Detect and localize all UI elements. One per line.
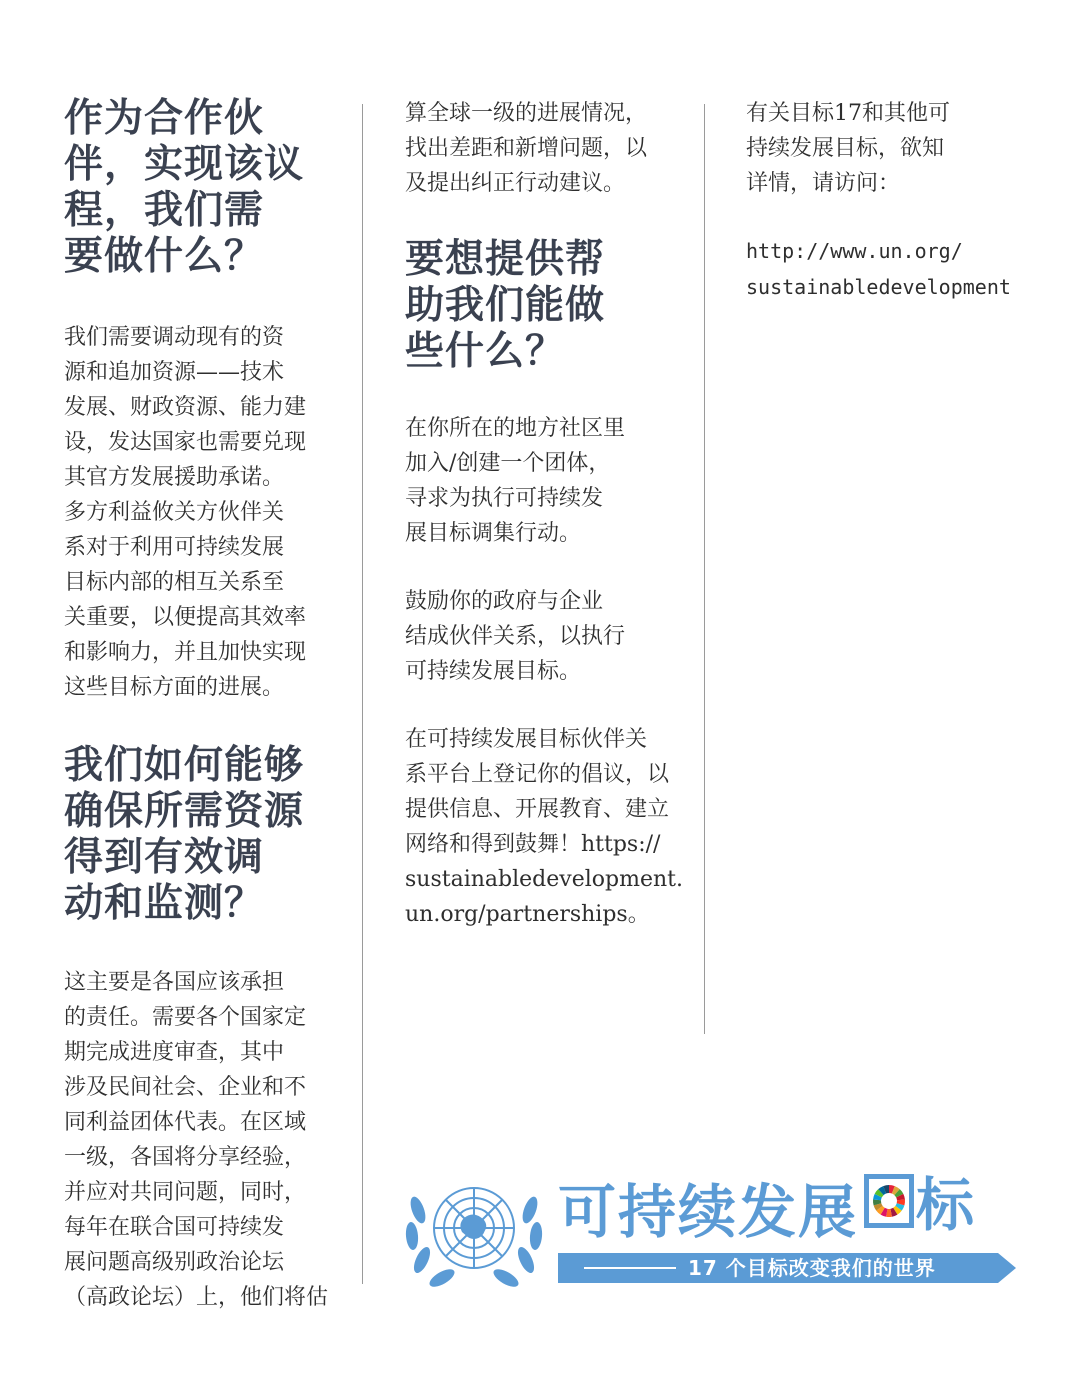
sdg-title [558, 1172, 976, 1245]
text-line: 寻求为执行可持续发 [405, 486, 604, 511]
text-line: 涉及民间社会、企业和不 [64, 1075, 307, 1100]
heading-partnership [64, 96, 334, 280]
text-line: 确保所需资源 [64, 789, 305, 834]
text-line: 每年在联合国可持续发 [64, 1215, 285, 1240]
text-line: 展目标调集行动。 [405, 521, 582, 546]
text-line: 及提出纠正行动建议。 [405, 171, 626, 196]
paragraph-encourage-government [405, 584, 685, 689]
text-line[interactable]: http://www.un.org/ [746, 239, 963, 263]
text-line: 这些目标方面的进展。 [64, 675, 285, 700]
column-right [746, 96, 1036, 325]
text-line: 助我们能做 [405, 283, 606, 328]
text-line: 源和追加资源——技术 [64, 360, 285, 385]
text-line: 程，我们需 [64, 188, 265, 233]
text-line: 在你所在的地方社区里 [405, 416, 626, 441]
text-line: 动和监测？ [64, 881, 265, 926]
paragraph-resources [64, 320, 334, 705]
sdg-slogan: 17 个目标改变我们的世界 [688, 1256, 936, 1280]
text-line: 并应对共同问题，同时， [64, 1180, 307, 1205]
text-line: 作为合作伙 [64, 96, 265, 141]
text-line: un.org/partnerships。 [405, 902, 650, 927]
text-line: 我们需要调动现有的资 [64, 325, 285, 350]
text-line: 网络和得到鼓舞！https:// [405, 832, 661, 857]
text-line: 详情，请访问： [746, 171, 901, 196]
paragraph-national-review [64, 965, 334, 1315]
heading-how-to-help [405, 237, 685, 375]
text-line: 目标内部的相互关系至 [64, 570, 285, 595]
sdg-website-link[interactable] [746, 233, 1036, 305]
sdg-title-prefix: 可持续发展 [558, 1178, 859, 1246]
text-line: 可持续发展目标。 [405, 659, 582, 684]
text-line: 结成伙伴关系，以执行 [405, 624, 626, 649]
text-line: 系平台上登记你的倡议，以 [405, 762, 670, 787]
paragraph-join-group [405, 411, 685, 551]
text-line: 其官方发展援助承诺。 [64, 465, 285, 490]
text-line: sustainabledevelopment. [405, 867, 683, 892]
text-line: 和影响力，并且加快实现 [64, 640, 307, 665]
text-line: 加入/创建一个团体， [405, 451, 611, 476]
text-line: 一级，各国将分享经验， [64, 1145, 307, 1170]
paragraph-more-info [746, 96, 1036, 201]
column-divider [704, 104, 705, 1034]
paragraph-register-initiative [405, 722, 685, 932]
text-line: 展问题高级别政治论坛 [64, 1250, 285, 1275]
sdg-logo [400, 1170, 1020, 1290]
column-divider [362, 104, 363, 1284]
banner-dash [584, 1267, 676, 1269]
text-line: 多方利益攸关方伙伴关 [64, 500, 285, 525]
paragraph-global-progress [405, 96, 685, 201]
text-line: 这主要是各国应该承担 [64, 970, 285, 995]
sdg-title-suffix: 标 [916, 1171, 977, 1239]
column-left [64, 96, 334, 1315]
text-line: 要做什么？ [64, 234, 265, 279]
column-middle [405, 96, 685, 932]
text-line: 要想提供帮 [405, 237, 606, 282]
text-line: 的责任。需要各个国家定 [64, 1005, 307, 1030]
text-line: 关重要，以便提高其效率 [64, 605, 307, 630]
text-line: 鼓励你的政府与企业 [405, 589, 604, 614]
text-line: （高政论坛）上，他们将估 [64, 1285, 329, 1310]
sdg-wheel-icon [864, 1174, 914, 1228]
text-line: 期完成进度审查，其中 [64, 1040, 285, 1065]
text-line: 有关目标17和其他可 [746, 101, 950, 126]
un-emblem-icon [400, 1170, 548, 1290]
text-line: 系对于利用可持续发展 [64, 535, 285, 560]
text-line: 发展、财政资源、能力建 [64, 395, 307, 420]
text-line: 设，发达国家也需要兑现 [64, 430, 307, 455]
text-line: 我们如何能够 [64, 743, 305, 788]
text-line: 伴，实现该议 [64, 142, 305, 187]
text-line: 提供信息、开展教育、建立 [405, 797, 670, 822]
text-line: 些什么？ [405, 329, 566, 374]
text-line: 算全球一级的进展情况， [405, 101, 648, 126]
text-line[interactable]: sustainabledevelopment [746, 275, 1011, 299]
text-line: 找出差距和新增问题，以 [405, 136, 648, 161]
heading-monitoring [64, 743, 334, 927]
text-line: 得到有效调 [64, 835, 265, 880]
text-line: 在可持续发展目标伙伴关 [405, 727, 648, 752]
text-line: 同利益团体代表。在区域 [64, 1110, 307, 1135]
text-line: 持续发展目标，欲知 [746, 136, 945, 161]
